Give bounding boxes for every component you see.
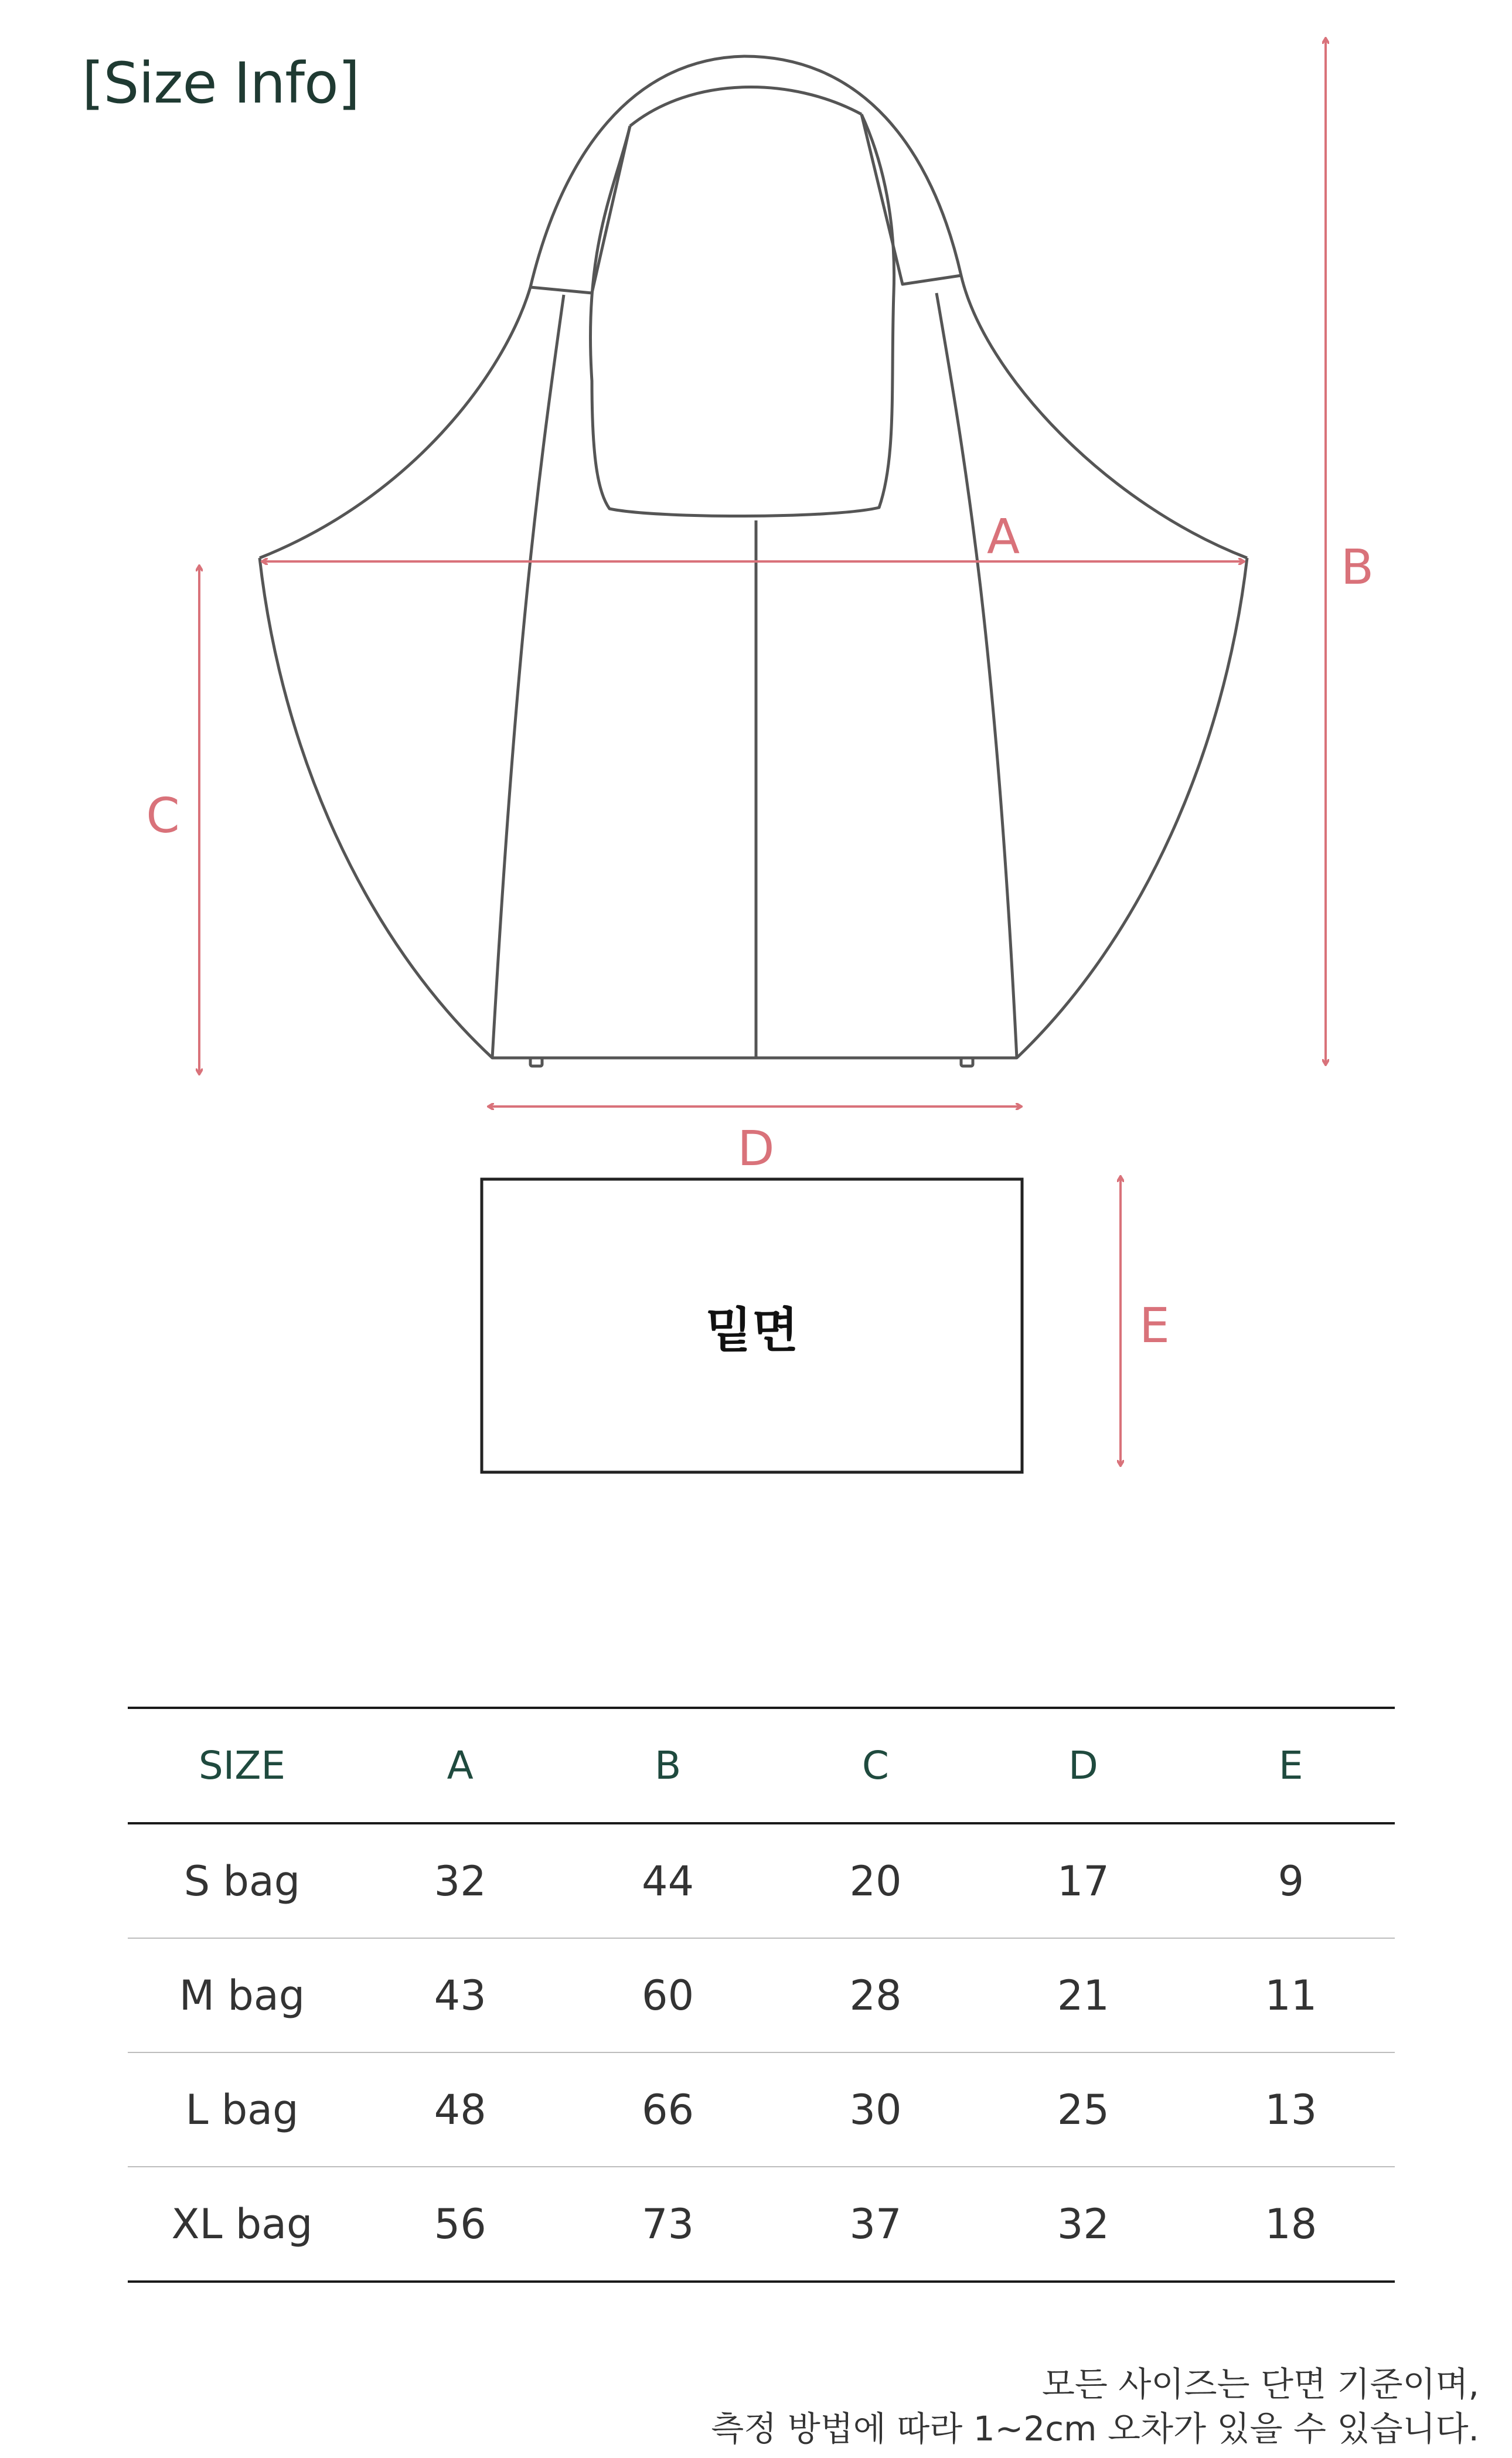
cell-a: 32: [434, 1857, 486, 1905]
inner-handle: [590, 114, 894, 516]
cell-c: 20: [849, 1857, 902, 1905]
cell-d: 32: [1057, 2200, 1109, 2248]
cell-e: 9: [1278, 1857, 1305, 1905]
dimension-b-label: B: [1340, 540, 1374, 595]
table-header-row: [128, 1708, 1395, 1823]
header-d: D: [1068, 1743, 1098, 1788]
panel-line-left: [492, 295, 564, 1058]
table-row: [128, 1938, 1395, 2052]
cell-c: 37: [849, 2200, 902, 2248]
cell-d: 25: [1057, 2085, 1109, 2134]
outer-handle: [260, 56, 1247, 558]
cell-a: 48: [434, 2085, 486, 2134]
top-arch: [630, 87, 861, 126]
header-e: E: [1278, 1743, 1303, 1788]
cell-b: 66: [642, 2085, 694, 2134]
size-table: [128, 1707, 1395, 2283]
row-size: XL bag: [171, 2200, 313, 2248]
header-c: C: [861, 1743, 890, 1788]
cell-d: 17: [1057, 1857, 1109, 1905]
row-size: M bag: [179, 1971, 305, 2020]
header-a: A: [447, 1743, 474, 1788]
cell-a: 56: [434, 2200, 486, 2248]
cell-e: 18: [1265, 2200, 1317, 2248]
note-line-2: 측정 방법에 따라 1~2cm 오차가 있을 수 있습니다.: [711, 2409, 1479, 2449]
cell-e: 13: [1265, 2085, 1317, 2134]
page-title: [Size Info]: [82, 50, 360, 116]
cell-c: 28: [849, 1971, 902, 2020]
header-size: SIZE: [198, 1743, 286, 1788]
dimension-d-label: D: [737, 1121, 775, 1177]
cell-c: 30: [849, 2085, 902, 2134]
cell-b: 73: [642, 2200, 694, 2248]
row-size: L bag: [185, 2085, 299, 2134]
bottom-face-label: 밑면: [705, 1303, 799, 1359]
handle-band-left: [530, 126, 630, 293]
table-row: [128, 1823, 1395, 1938]
dimension-c-label: C: [146, 788, 180, 844]
row-size: S bag: [183, 1857, 301, 1905]
foot-right: [961, 1058, 973, 1066]
cell-b: 44: [642, 1857, 694, 1905]
header-b: B: [654, 1743, 682, 1788]
cell-b: 60: [642, 1971, 694, 2020]
cell-a: 43: [434, 1971, 486, 2020]
table-row: [128, 2167, 1395, 2282]
cell-d: 21: [1057, 1971, 1109, 2020]
dimension-a-label: A: [986, 509, 1020, 565]
table-row: [128, 2052, 1395, 2167]
panel-line-right: [937, 293, 1017, 1058]
foot-left: [530, 1058, 542, 1066]
dimension-lines: [199, 39, 1326, 1465]
bag-body: [260, 558, 1247, 1058]
handle-band-right: [861, 114, 961, 284]
cell-e: 11: [1265, 1971, 1317, 2020]
dimension-e-label: E: [1139, 1298, 1170, 1354]
measurement-note: [711, 2362, 1479, 2451]
note-line-1: 모든 사이즈는 단면 기준이며,: [1041, 2364, 1479, 2404]
